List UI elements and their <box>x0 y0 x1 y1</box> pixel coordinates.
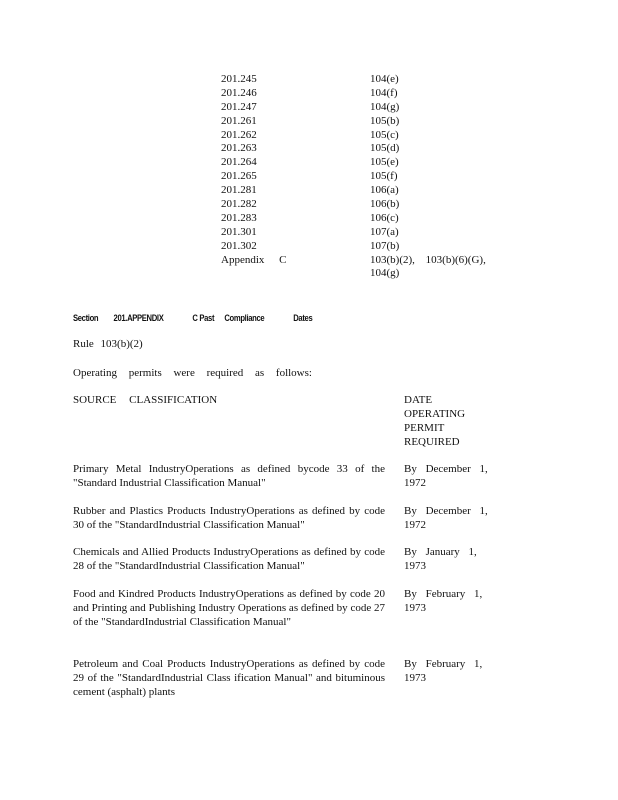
source-classification-header: SOURCE CLASSIFICATION <box>73 394 218 406</box>
xref-row <box>221 170 521 184</box>
section-heading <box>73 311 328 325</box>
xref-section: 201.245 <box>221 73 257 85</box>
date-line: By February 1, 1973 <box>404 658 483 684</box>
date-cell <box>404 462 494 490</box>
date-line: By December 1, <box>404 505 488 517</box>
date-header <box>404 393 474 449</box>
xref-section: Appendix C <box>221 253 287 266</box>
xref-row <box>221 240 521 254</box>
xref-row <box>221 226 521 240</box>
xref-row <box>221 212 521 226</box>
date-line: 1972 <box>404 519 426 531</box>
date-line: By January 1, 1973 <box>404 546 477 572</box>
source-classification-cell: Primary Metal IndustryOperations as defined bycode 33 of the "Standard Industrial Classification Manual" <box>73 463 385 489</box>
xref-rule: 107(b) <box>370 239 400 252</box>
xref-rule: 105(f) <box>370 170 398 183</box>
date-header-line: REQUIRED <box>404 436 460 448</box>
xref-section: 201.263 <box>221 142 257 155</box>
xref-rule-line: 104(g) <box>370 267 400 280</box>
xref-rule: 106(c) <box>370 211 399 224</box>
xref-section: 201.301 <box>221 225 257 238</box>
xref-rule: 105(d) <box>370 142 400 155</box>
xref-rule-line: 103(b)(2), 103(b)(6)(G), <box>370 253 486 266</box>
xref-row <box>221 101 521 115</box>
xref-row <box>221 73 521 87</box>
source-classification-cell: Chemicals and Allied Products IndustryOperations as defined by code 28 of the "StandardIndustrial Classification Manual" <box>73 546 385 572</box>
xref-rule: 106(b) <box>370 198 400 211</box>
xref-rule: 107(a) <box>370 225 399 238</box>
date-cell <box>404 504 494 532</box>
rule-reference: Rule 103(b)(2) <box>73 338 143 350</box>
source-classification-cell: Food and Kindred Products IndustryOperations as defined by code 20 and Printing and Publishing Industry Operations as defined by code 27 of the "StandardIndustrial Classification Manual" <box>73 588 385 628</box>
date-header-line: PERMIT <box>404 422 445 434</box>
date-cell <box>404 587 494 615</box>
xref-rule: 105(b) <box>370 114 400 127</box>
date-line: By December 1, <box>404 463 488 475</box>
xref-rule <box>370 254 520 281</box>
source-classification-cell: Rubber and Plastics Products IndustryOperations as defined by code 30 of the "StandardIndustrial Classification Manual" <box>73 505 385 531</box>
xref-row <box>221 129 521 143</box>
xref-rule: 105(c) <box>370 128 399 141</box>
xref-row-appendix <box>221 254 521 281</box>
xref-rule: 106(a) <box>370 184 399 197</box>
xref-section: 201.261 <box>221 114 257 127</box>
date-line: 1972 <box>404 477 426 489</box>
heading-word: 201.APPENDIX <box>113 313 164 323</box>
date-header-line: OPERATING <box>404 408 466 420</box>
xref-row <box>221 87 521 101</box>
heading-word: Section <box>73 313 99 323</box>
xref-section: 201.283 <box>221 211 257 224</box>
xref-rule: 104(e) <box>370 73 399 85</box>
xref-rule: 105(e) <box>370 156 399 169</box>
xref-row <box>221 198 521 212</box>
date-header-line: DATE <box>404 394 433 406</box>
intro-text: Operating permits were required as follows: <box>73 367 312 379</box>
xref-row <box>221 184 521 198</box>
xref-rule: 104(g) <box>370 100 400 113</box>
xref-rule: 104(f) <box>370 86 398 99</box>
heading-word: Compliance <box>224 313 265 323</box>
heading-word: C Past <box>192 313 215 323</box>
xref-section: 201.247 <box>221 100 257 113</box>
date-cell <box>404 545 494 573</box>
xref-row <box>221 115 521 129</box>
date-cell <box>404 657 494 685</box>
cross-reference-table <box>221 73 521 281</box>
xref-row <box>221 156 521 170</box>
xref-section: 201.281 <box>221 184 257 197</box>
xref-row <box>221 142 521 156</box>
xref-section: 201.264 <box>221 156 257 169</box>
xref-section: 201.302 <box>221 239 257 252</box>
date-line: By February 1, 1973 <box>404 588 483 614</box>
xref-section: 201.246 <box>221 86 257 99</box>
xref-section: 201.282 <box>221 198 257 211</box>
xref-section: 201.262 <box>221 128 257 141</box>
xref-section: 201.265 <box>221 170 257 183</box>
heading-word: Dates <box>293 313 313 323</box>
source-classification-cell: Petroleum and Coal Products IndustryOperations as defined by code 29 of the "StandardIndustrial Class ification Manual" and bituminous cement (asphalt) plants <box>73 658 385 698</box>
